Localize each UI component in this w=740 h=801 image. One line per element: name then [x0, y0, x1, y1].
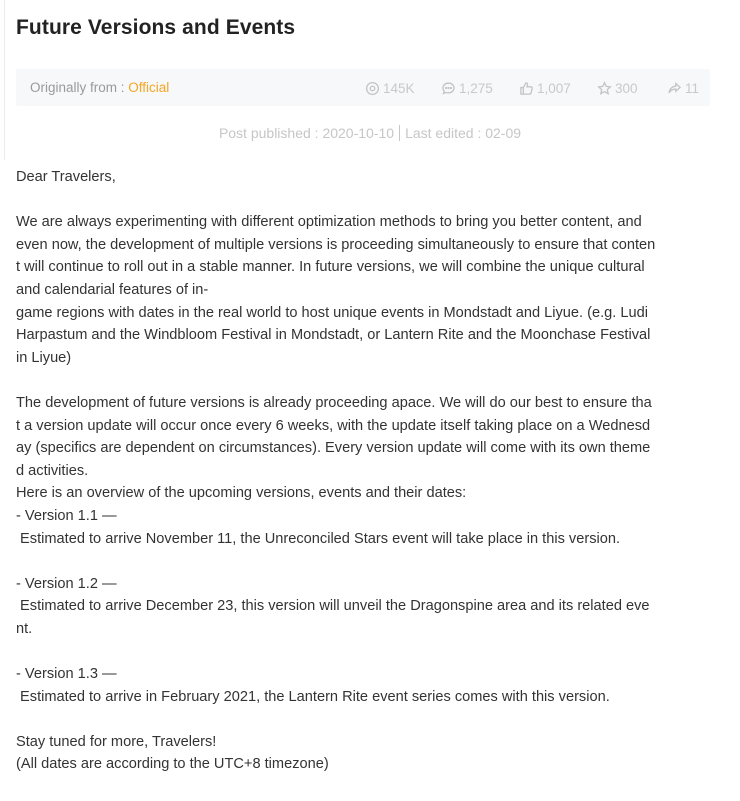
version-1-2-heading: - Version 1.2 —	[16, 575, 117, 592]
paragraph-2-line: Here is an overview of the upcoming versions, events and their dates:	[16, 485, 467, 502]
paragraph-2-line: ay (specifics are dependent on circumstances). Every version update will come with its own theme	[16, 440, 651, 457]
timezone-note: (All dates are according to the UTC+8 timezone)	[16, 756, 329, 773]
paragraph-1-line: Harpastum and the Windbloom Festival in Mondstadt, or Lantern Rite and the Moonchase Festival	[16, 327, 651, 344]
paragraph-gap	[16, 369, 716, 392]
post-title: Future Versions and Events	[16, 16, 296, 39]
paragraph-gap	[16, 640, 716, 663]
thumbs-up-icon	[519, 81, 534, 96]
post-meta-bar	[16, 69, 710, 106]
comment-icon	[441, 81, 456, 96]
paragraph-gap	[16, 189, 716, 212]
paragraph-2-line: d activities.	[16, 462, 89, 479]
version-1-2-text: nt.	[16, 620, 33, 637]
shares-count: 11	[685, 80, 700, 96]
paragraph-gap	[16, 708, 716, 731]
paragraph-1-line: t will continue to roll out in a stable manner. In future versions, we will combine the unique cultural	[16, 259, 645, 276]
comments-stat[interactable]	[441, 79, 493, 97]
paragraph-1-line: We are always experimenting with different optimization methods to bring you better content, and	[16, 214, 642, 231]
version-1-3-heading: - Version 1.3 —	[16, 666, 117, 683]
origin-official-link[interactable]: Official	[128, 80, 170, 95]
favorites-stat[interactable]	[597, 79, 638, 97]
version-1-1-text: Estimated to arrive November 11, the Unreconciled Stars event will take place in this version.	[16, 530, 621, 547]
greeting: Dear Travelers,	[16, 169, 116, 185]
origin-label: Originally from :	[30, 80, 129, 95]
date-separator	[399, 125, 400, 141]
comments-count: 1,275	[459, 80, 493, 96]
paragraph-gap	[16, 550, 716, 573]
views-stat	[365, 79, 415, 97]
paragraph-1-line: in Liyue)	[16, 349, 72, 366]
version-1-3-text: Estimated to arrive in February 2021, the Lantern Rite event series comes with this version.	[16, 688, 610, 705]
favorites-count: 300	[615, 80, 638, 96]
edited-date: Last edited : 02-09	[405, 125, 522, 141]
version-1-2-text: Estimated to arrive December 23, this version will unveil the Dragonspine area and its related eve	[16, 598, 650, 615]
published-date: Post published : 2020-10-10	[218, 125, 395, 141]
outro-line: Stay tuned for more, Travelers!	[16, 733, 217, 750]
version-1-1-heading: - Version 1.1 —	[16, 507, 117, 524]
eye-icon	[365, 81, 380, 96]
post-origin	[30, 80, 169, 95]
shares-stat[interactable]	[667, 79, 699, 97]
paragraph-1-line: even now, the development of multiple versions is proceeding simultaneously to ensure that conten	[16, 236, 656, 253]
post-content	[16, 166, 716, 776]
views-count: 145K	[383, 80, 415, 96]
likes-count: 1,007	[537, 80, 571, 96]
paragraph-2-line: The development of future versions is already proceeding apace. We will do our best to ensure tha	[16, 394, 652, 411]
likes-stat[interactable]	[519, 79, 571, 97]
paragraph-1-line: and calendarial features of in-	[16, 281, 209, 298]
post-dates	[0, 125, 740, 141]
paragraph-1-line: game regions with dates in the real world to host unique events in Mondstadt and Liyue. (e.g. Ludi	[16, 304, 648, 321]
share-icon	[667, 81, 682, 96]
star-icon	[597, 81, 612, 96]
paragraph-2-line: t a version update will occur once every 6 weeks, with the update itself taking place on a Wednesd	[16, 417, 651, 434]
